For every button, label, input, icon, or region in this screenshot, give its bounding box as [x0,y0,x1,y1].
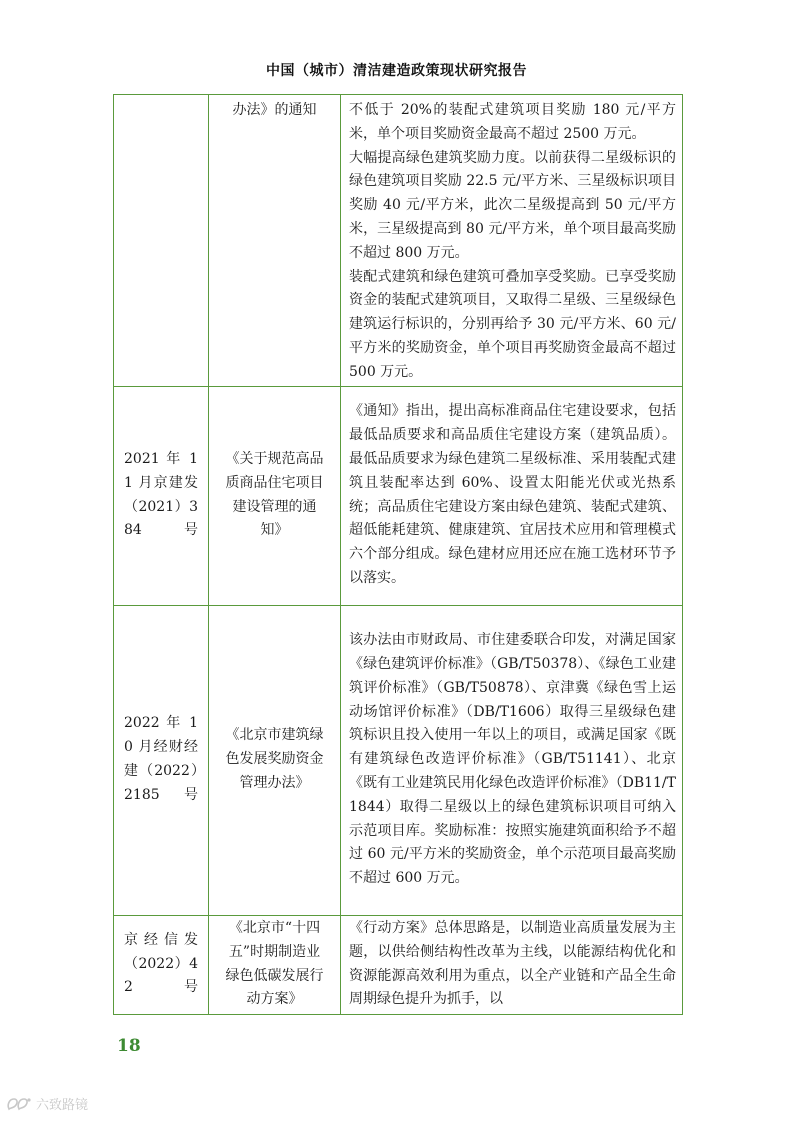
content-paragraph: 装配式建筑和绿色建筑可叠加享受奖励。已享受奖励资金的装配式建筑项目，又取得二星级、三星级绿色建筑运行标识的，分别再给予 30 元/平方米、60 元/平方米的奖励资金，单个项目再奖励资金最高不超过 500 万元。 [349,268,676,380]
policy-name-cell: 《北京市建筑绿色发展奖励资金管理办法》 [209,605,341,915]
date-cell: 2022 年 10 月经财经建（2022）2185 号 [114,605,209,915]
content-cell [341,915,683,1014]
content-paragraph: 该办法由市财政局、市住建委联合印发，对满足国家《绿色建筑评价标准》（GB/T50378）、《绿色工业建筑评价标准》（GB/T50878）、京津冀《绿色雪上运动场馆评价标准》（DB/T1606）取得三星级绿色建筑标识且投入使用一年以上的项目，或满足国家《既有建筑绿色改造评价标准》（GB/T51141）、北京《既有工业建筑民用化绿色改造评价标准》（DB11/T1844）取得二星级以上的绿色建筑标识项目可纳入示范项目库。奖励标准：按照实施建筑面积给予不超过 60 元/平方米的奖励资金，单个示范项目最高奖励不超过 600 万元。 [349,632,676,887]
watermark-logo-icon [6,1096,32,1112]
policy-name-cell: 办法》的通知 [209,95,341,387]
table-row [114,95,683,387]
policy-name-cell: 《北京市“十四五”时期制造业绿色低碳发展行动方案》 [209,915,341,1014]
date-cell: 京经信发（2022）42 号 [114,915,209,1014]
watermark-text: 六致路镜 [36,1098,89,1113]
policy-name-cell: 《关于规范高品质商品住宅项目建设管理的通知》 [209,386,341,605]
content-paragraph: 不低于 20%的装配式建筑项目奖励 180 元/平方米，单个项目奖励资金最高不超过 2500 万元。 [349,102,676,142]
content-cell [341,605,683,915]
content-paragraph: 《行动方案》总体思路是，以制造业高质量发展为主题，以供给侧结构性改革为主线，以能源结构优化和资源能源高效利用为重点，以全产业链和产品全生命周期绿色提升为抓手，以 [349,919,676,1008]
content-cell [341,95,683,387]
table-row [114,915,683,1014]
content-paragraph: 《通知》指出，提出高标准商品住宅建设要求，包括最低品质要求和高品质住宅建设方案（建筑品质）。最低品质要求为绿色建筑二星级标准、采用装配式建筑且装配率达到 60%、设置太阳能光伏或光热系统；高品质住宅建设方案由绿色建筑、装配式建筑、超低能耗建筑、健康建筑、宜居技术应用和管理模式六个部分组成。绿色建材应用还应在施工选材环节予以落实。 [349,403,676,586]
watermark [6,1094,88,1113]
page-number: 18 [117,1036,141,1056]
page-header-title: 中国（城市）清洁建造政策现状研究报告 [266,63,527,79]
table-row [114,605,683,915]
table-row [114,386,683,605]
content-paragraph: 大幅提高绿色建筑奖励力度。以前获得二星级标识的绿色建筑项目奖励 22.5 元/平方米、三星级标识项目奖励 40 元/平方米，此次二星级提高到 50 元/平方米，三星级提高到 80 元/平方米，单个项目最高奖励不超过 800 万元。 [349,149,676,261]
date-cell [114,95,209,387]
date-cell: 2021 年 11 月京建发（2021）384 号 [114,386,209,605]
content-cell [341,386,683,605]
policy-table [113,94,683,1015]
